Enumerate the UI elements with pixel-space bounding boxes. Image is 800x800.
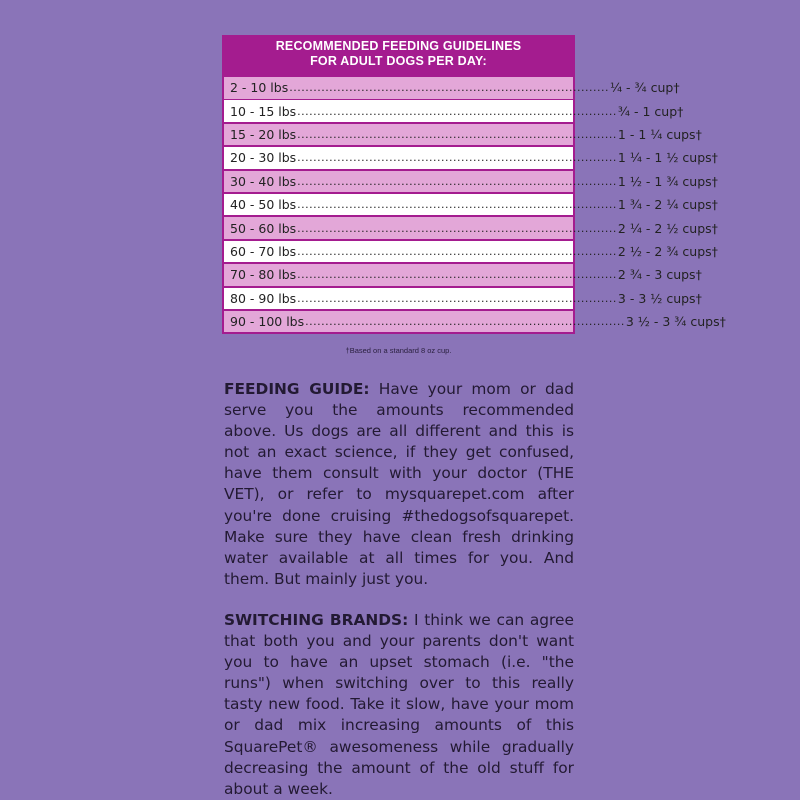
switching-brands-paragraph: [224, 610, 574, 800]
row-amount: 2 ¼ - 2 ½ cups†: [617, 220, 718, 236]
row-amount: 2 ¾ - 3 cups†: [617, 267, 702, 283]
row-weight: 30 - 40 lbs: [230, 173, 297, 189]
row-weight: 15 - 20 lbs: [230, 127, 297, 143]
row-weight: 90 - 100 lbs: [230, 314, 305, 330]
row-leader-dots: ................................................................................: [297, 268, 617, 282]
row-amount: ¾ - 1 cup†: [617, 103, 684, 119]
table-row: [224, 124, 702, 146]
row-weight: 40 - 50 lbs: [230, 197, 297, 213]
row-amount: 2 ½ - 2 ¾ cups†: [617, 243, 718, 259]
row-weight: 2 - 10 lbs: [230, 80, 289, 96]
row-leader-dots: ................................................................................: [297, 244, 617, 258]
row-weight: 20 - 30 lbs: [230, 150, 297, 166]
row-amount: 3 ½ - 3 ¾ cups†: [625, 314, 726, 330]
table-footnote: †Based on a standard 8 oz cup.: [345, 346, 452, 355]
row-weight: 80 - 90 lbs: [230, 290, 297, 306]
switching-brands-text: I think we can agree that both you and your parents don't want you to have an upset stomach (i.e. "the runs") when switching over to this really tasty new food. Take it slow, have your mom or dad mix increasing amounts of this SquarePet® awesomeness while gradually decreasing the amount of the old stuff for about a week.: [224, 611, 574, 798]
row-amount: 1 - 1 ¼ cups†: [617, 127, 702, 143]
feeding-guide-text: Have your mom or dad serve you the amounts recommended above. Us dogs are all different and this is not an exact science, if they get confused, have them consult with your doctor (THE VET), or refer to mysquarepet.com after you're done cruising #thedogsofsquarepet. Make sure they have clean fresh drinking water available at all times for you. And them. But mainly just you.: [224, 380, 575, 588]
row-amount: ¼ - ¾ cup†: [609, 80, 680, 96]
row-weight: 50 - 60 lbs: [230, 220, 297, 236]
table-row: [224, 147, 718, 169]
feeding-guide-paragraph: [224, 379, 574, 590]
table-row: [224, 171, 718, 193]
table-row: [224, 288, 702, 310]
table-row: [224, 194, 718, 216]
row-leader-dots: ................................................................................: [297, 291, 617, 305]
row-leader-dots: ................................................................................: [297, 221, 617, 235]
table-header: [222, 35, 575, 77]
table-row: [224, 264, 702, 286]
row-leader-dots: ................................................................................: [289, 81, 609, 95]
row-amount: 3 - 3 ½ cups†: [617, 290, 702, 306]
table-row: [224, 217, 718, 239]
row-amount: 1 ¾ - 2 ¼ cups†: [617, 197, 718, 213]
table-rows: [222, 77, 726, 334]
feeding-guide-heading: FEEDING GUIDE:: [224, 380, 370, 398]
row-amount: 1 ¼ - 1 ½ cups†: [617, 150, 718, 166]
table-row: [224, 311, 726, 333]
row-leader-dots: ................................................................................: [297, 128, 617, 142]
row-weight: 60 - 70 lbs: [230, 243, 297, 259]
table-row: [224, 100, 684, 122]
row-leader-dots: ................................................................................: [297, 174, 617, 188]
row-leader-dots: ................................................................................: [297, 151, 617, 165]
table-title-line1: RECOMMENDED FEEDING GUIDELINES: [275, 39, 522, 53]
row-leader-dots: ................................................................................: [297, 198, 617, 212]
table-title-line2: FOR ADULT DOGS PER DAY:: [310, 54, 487, 68]
row-amount: 1 ½ - 1 ¾ cups†: [617, 173, 718, 189]
switching-brands-heading: SWITCHING BRANDS:: [224, 611, 409, 629]
row-leader-dots: ................................................................................: [305, 315, 625, 329]
row-leader-dots: ................................................................................: [297, 104, 617, 118]
row-weight: 70 - 80 lbs: [230, 267, 297, 283]
row-weight: 10 - 15 lbs: [230, 103, 297, 119]
feeding-guidelines-table: [222, 35, 726, 334]
table-row: [224, 241, 718, 263]
table-row: [224, 77, 680, 99]
